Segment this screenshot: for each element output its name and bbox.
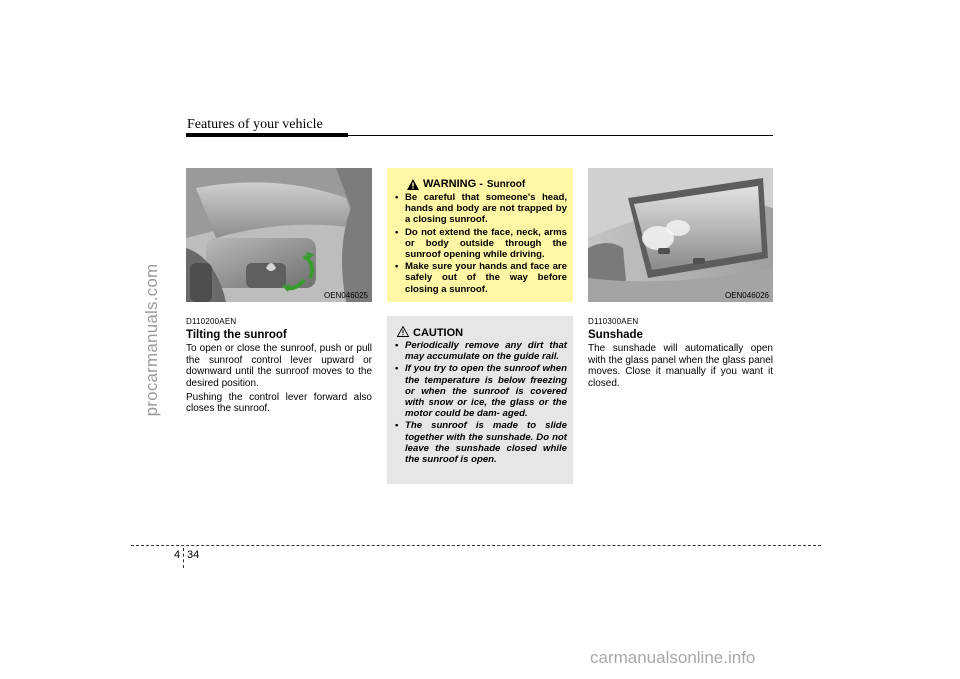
sunroof-lever-illustration [186,168,372,302]
left-column [186,316,372,417]
warning-subtitle: Sunroof [486,178,526,190]
list-item: • If you try to open the sunroof when the temperature is below freezing or when the sunroof is covered with snow or ice, the glass or the motor could be dam- aged. [395,363,567,419]
caution-label: CAUTION [413,327,464,339]
paragraph: Pushing the control lever forward also closes the sunroof. [186,391,372,415]
section-heading: Tilting the sunroof [186,328,287,341]
figure-code: OEN046026 [724,291,769,300]
doc-code: D110300AEN [588,317,639,326]
list-item: • Be careful that someone's head, hands and body are not trapped by a closing sunroof. [395,192,567,226]
caution-title [397,326,463,340]
watermark: carmanualsonline.info [590,648,756,667]
footer-divider [183,548,184,568]
figure-code: OEN046025 [323,291,368,300]
doc-code: D110200AEN [186,317,237,326]
list-item: • Periodically remove any dirt that may accumulate on the guide rail. [395,340,567,362]
paragraph: The sunshade will automatically open with the glass panel when the glass panel moves. Close it manually if you want it closed. [588,343,773,389]
side-watermark: procarmanuals.com [142,263,161,417]
warning-title [407,178,525,190]
paragraph: To open or close the sunroof, push or pull the sunroof control lever upward or downward until the sunroof moves to the desired position. [186,343,372,389]
footer-rule [131,545,821,546]
right-column [588,316,773,392]
caution-list [395,340,567,466]
caution-box [387,316,573,484]
sunroof-lever-figure [186,168,372,302]
sunshade-illustration [588,168,773,302]
list-item: • Make sure your hands and face are safely out of the way before closing a sunroof. [395,261,567,295]
warning-box [387,168,573,302]
chapter-number: 4 [174,549,181,561]
warning-triangle-icon [407,179,419,190]
header-rule-thin [186,135,773,136]
sunshade-figure [588,168,773,302]
caution-triangle-icon [397,326,409,340]
list-item: • The sunroof is made to slide together with the sunshade. Do not leave the sunshade closed while the sunroof is open. [395,420,567,465]
warning-label: WARNING - [423,178,483,190]
section-title: Features of your vehicle [187,117,323,132]
page-number: 34 [187,549,200,561]
list-item: • Do not extend the face, neck, arms or body outside through the sunroof opening while driving. [395,227,567,261]
warning-list [395,192,567,296]
section-heading: Sunshade [588,328,643,341]
